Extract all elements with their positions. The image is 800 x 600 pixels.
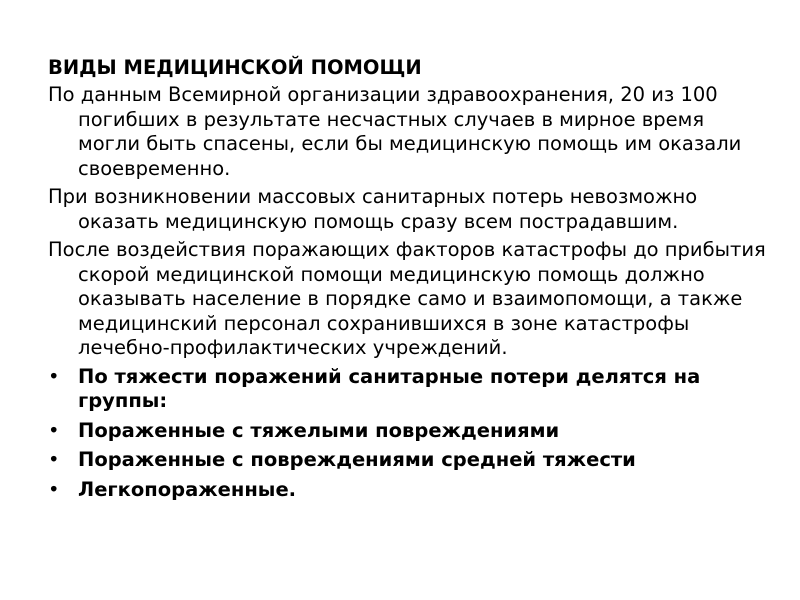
paragraph-self-help: После воздействия поражающих факторов катастрофы до прибытия скорой медицинской помощи медицинскую помощь должно оказывать население в порядке само и взаимопомощи, а также медицинский персонал сохранившихся в зоне катастрофы лечебно-профилактических учреждений. (48, 238, 766, 359)
bullet-item-groups-intro (48, 365, 768, 414)
bullet-item-moderate (48, 448, 768, 473)
bullet-text: Пораженные с тяжелыми повреждениями (78, 418, 560, 442)
slide-content (48, 55, 768, 507)
bullet-text: Легкопораженные. (78, 477, 297, 501)
bullet-list (48, 365, 768, 503)
bullet-text: По тяжести поражений санитарные потери делятся на группы: (78, 364, 701, 412)
bullet-icon: • (48, 418, 60, 442)
paragraph-mass-casualties: При возникновении массовых санитарных потерь невозможно оказать медицинскую помощь сразу всем пострадавшим. (48, 185, 698, 233)
bullet-item-light (48, 478, 768, 503)
slide-title: ВИДЫ МЕДИЦИНСКОЙ ПОМОЩИ (48, 56, 422, 79)
bullet-icon: • (48, 364, 60, 388)
bullet-text: Пораженные с повреждениями средней тяжести (78, 448, 636, 471)
bullet-icon: • (48, 477, 60, 501)
paragraph-who-statistics: По данным Всемирной организации здравоохранения, 20 из 100 погибших в результате несчастных случаев в мирное время могли быть спасены, если бы медицинскую помощь им оказали своевременно. (48, 83, 742, 180)
bullet-item-severe (48, 419, 768, 444)
bullet-icon: • (48, 448, 60, 471)
